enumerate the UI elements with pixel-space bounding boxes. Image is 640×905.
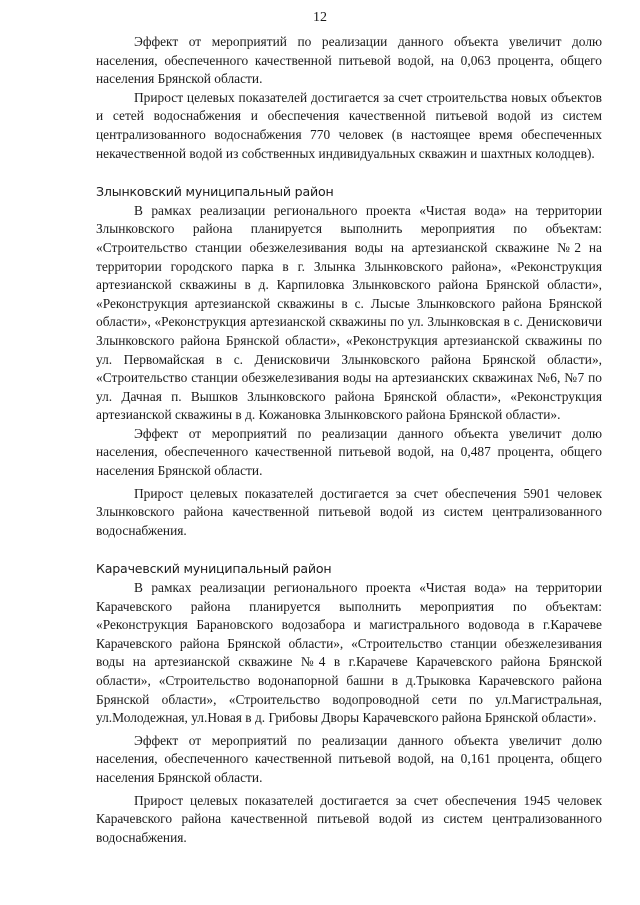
section-heading-zlynka: Злынковский муниципальный район (96, 184, 334, 200)
section-spacer (96, 163, 602, 183)
karachev-effect-paragraph: Эффект от мероприятий по реализации данного объекта увеличит долю населения, обеспеченного качественной питьевой водой, на 0,161 процента, общего населения Брянской области. (96, 732, 602, 785)
section-heading-karachev: Карачевский муниципальный район (96, 561, 332, 577)
section-spacer (96, 540, 602, 560)
intro-growth-paragraph: Прирост целевых показателей достигается за счет строительства новых объектов и сетей водоснабжения и обеспечения качественной питьевой водой из систем централизованного водоснабжения 770 человек (в настоящее время обеспеченных некачественной водой из собственных индивидуальных скважин и шахтных колодцев). (96, 89, 602, 161)
intro-effect-paragraph: Эффект от мероприятий по реализации данного объекта увеличит долю населения, обеспеченного качественной питьевой водой, на 0,063 процента, общего населения Брянской области. (96, 34, 602, 87)
page-number: 12 (313, 10, 327, 25)
document-body (96, 33, 602, 847)
karachev-growth-paragraph: Прирост целевых показателей достигается за счет обеспечения 1945 человек Карачевского района качественной питьевой водой из систем централизованного водоснабжения. (96, 792, 602, 845)
zlynka-growth-paragraph: Прирост целевых показателей достигается за счет обеспечения 5901 человек Злынковского района качественной питьевой водой из систем централизованного водоснабжения. (96, 485, 602, 538)
zlynka-plan-paragraph: В рамках реализации регионального проекта «Чистая вода» на территории Злынковского района планируется выполнить мероприятия по объектам: «Строительство станции обезжелезивания воды на артезианской скважине №2 на территории городского парка в г. Злынка Злынковского района», «Реконструкция артезианской скважины в д. Карпиловка Злынковского района Брянской области», «Реконструкция артезианской скважины в с. Лысые Злынковского района Брянской области», «Реконструкция артезианской скважины по ул. Злынковская в с. Денисковичи Злынковского района Брянской области», «Реконструкция артезианской скважины по ул. Первомайская в с. Денисковичи Злынковского района Брянской области», «Строительство станции обезжелезивания воды на артезианских скважинах №6, №7 по ул. Дачная п. Вышков Злынковского района Брянской области», «Реконструкция артезианской скважины в д. Кожановка Злынковского района Брянской области». (96, 202, 602, 423)
karachev-plan-paragraph: В рамках реализации регионального проекта «Чистая вода» на территории Карачевского района планируется выполнить мероприятия по объектам: «Реконструкция Барановского водозабора и магистрального водовода в г.Карачеве Карачевского района Брянской области», «Строительство станции обезжелезивания воды на артезианской скважине №4 в г.Карачеве Карачевского района Брянской области», «Строительство водонапорной башни в д.Трыковка Карачевского района Брянской области», «Строительство водопроводной сети по ул.Магистральная, ул.Молодежная, ул.Новая в д. Грибовы Дворы Карачевского района Брянской области». (96, 580, 602, 726)
zlynka-effect-paragraph: Эффект от мероприятий по реализации данного объекта увеличит долю населения, обеспеченного качественной питьевой водой, на 0,487 процента, общего населения Брянской области. (96, 425, 602, 479)
